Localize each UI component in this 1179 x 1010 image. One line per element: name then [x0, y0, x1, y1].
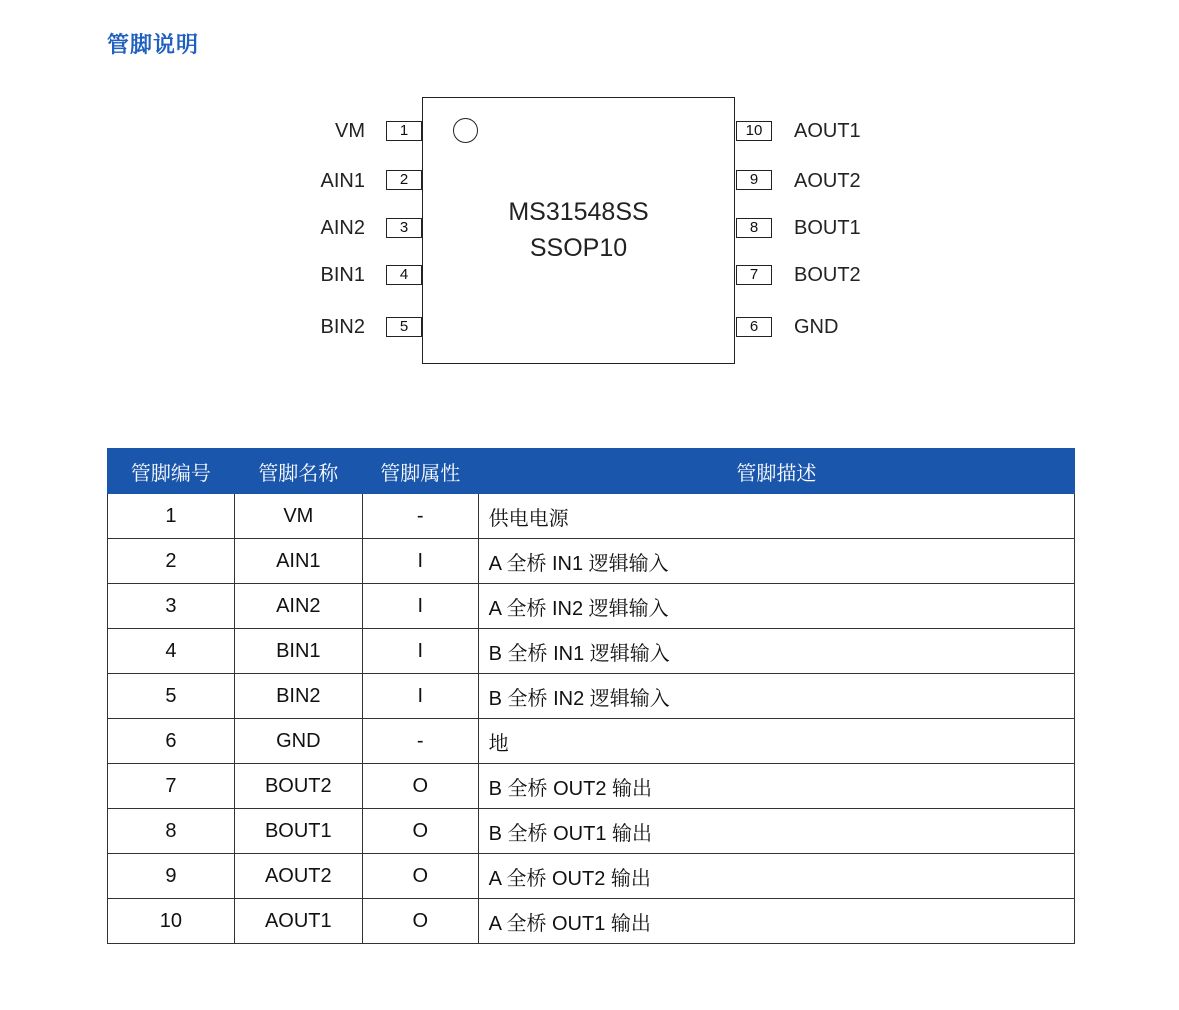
section-title: 管脚说明: [107, 32, 200, 57]
pin-number-left-4: 4: [386, 265, 422, 285]
cell-pin-number: 7: [108, 764, 235, 809]
pin-label-right-9: AOUT2: [794, 170, 861, 192]
cell-pin-number: 1: [108, 494, 235, 539]
pin-label-left-1: VM: [335, 120, 365, 142]
header-pin-name: 管脚名称: [234, 449, 362, 494]
cell-pin-description: B 全桥 OUT2 输出: [478, 764, 1074, 809]
cell-pin-number: 6: [108, 719, 235, 764]
cell-pin-number: 10: [108, 899, 235, 944]
cell-pin-description: 供电电源: [478, 494, 1074, 539]
table-row: [108, 719, 1075, 764]
cell-pin-name: BOUT2: [234, 764, 362, 809]
cell-pin-number: 9: [108, 854, 235, 899]
pin-number-left-3: 3: [386, 218, 422, 238]
cell-pin-name: AOUT1: [234, 899, 362, 944]
cell-pin-description: 地: [478, 719, 1074, 764]
cell-pin-attribute: -: [362, 494, 478, 539]
pin-label-left-4: BIN1: [320, 264, 365, 286]
cell-pin-name: AIN1: [234, 539, 362, 584]
cell-pin-number: 4: [108, 629, 235, 674]
cell-pin-attribute: I: [362, 584, 478, 629]
pin-label-right-6: GND: [794, 316, 839, 338]
cell-pin-name: AOUT2: [234, 854, 362, 899]
table-row: [108, 494, 1075, 539]
pin-label-right-7: BOUT2: [794, 264, 861, 286]
table-row: [108, 899, 1075, 944]
cell-pin-attribute: O: [362, 854, 478, 899]
table-row: [108, 854, 1075, 899]
chip-part-number: MS31548SS: [508, 198, 649, 226]
cell-pin-description: B 全桥 IN1 逻辑输入: [478, 629, 1074, 674]
cell-pin-attribute: I: [362, 674, 478, 719]
cell-pin-description: B 全桥 OUT1 输出: [478, 809, 1074, 854]
cell-pin-number: 8: [108, 809, 235, 854]
pin-label-left-2: AIN1: [320, 170, 365, 192]
pin-label-right-8: BOUT1: [794, 217, 861, 239]
cell-pin-description: A 全桥 IN2 逻辑输入: [478, 584, 1074, 629]
cell-pin-name: BOUT1: [234, 809, 362, 854]
table-row: [108, 539, 1075, 584]
cell-pin-name: BIN2: [234, 674, 362, 719]
pin-label-left-3: AIN2: [320, 217, 365, 239]
cell-pin-description: A 全桥 IN1 逻辑输入: [478, 539, 1074, 584]
pin-number-right-8: 8: [736, 218, 772, 238]
table-header-row: [108, 449, 1075, 494]
header-pin-attribute: 管脚属性: [362, 449, 478, 494]
pin-number-left-5: 5: [386, 317, 422, 337]
cell-pin-description: B 全桥 IN2 逻辑输入: [478, 674, 1074, 719]
cell-pin-name: BIN1: [234, 629, 362, 674]
cell-pin-number: 2: [108, 539, 235, 584]
pin-label-left-5: BIN2: [320, 316, 365, 338]
table-row: [108, 764, 1075, 809]
pin-number-right-10: 10: [736, 121, 772, 141]
cell-pin-name: AIN2: [234, 584, 362, 629]
table-row: [108, 674, 1075, 719]
table-row: [108, 584, 1075, 629]
pin-number-right-7: 7: [736, 265, 772, 285]
pin-number-left-2: 2: [386, 170, 422, 190]
cell-pin-description: A 全桥 OUT1 输出: [478, 899, 1074, 944]
header-pin-description: 管脚描述: [478, 449, 1074, 494]
pin-description-table: [107, 448, 1075, 944]
cell-pin-attribute: I: [362, 629, 478, 674]
cell-pin-description: A 全桥 OUT2 输出: [478, 854, 1074, 899]
cell-pin-attribute: -: [362, 719, 478, 764]
cell-pin-attribute: O: [362, 899, 478, 944]
pin1-marker-icon: [453, 118, 478, 143]
pin-number-right-6: 6: [736, 317, 772, 337]
chip-package: SSOP10: [529, 234, 628, 262]
cell-pin-attribute: O: [362, 809, 478, 854]
cell-pin-attribute: O: [362, 764, 478, 809]
table-row: [108, 629, 1075, 674]
cell-pin-number: 3: [108, 584, 235, 629]
cell-pin-attribute: I: [362, 539, 478, 584]
header-pin-number: 管脚编号: [108, 449, 235, 494]
pin-number-left-1: 1: [386, 121, 422, 141]
table-row: [108, 809, 1075, 854]
cell-pin-name: VM: [234, 494, 362, 539]
pin-number-right-9: 9: [736, 170, 772, 190]
pin-label-right-10: AOUT1: [794, 120, 861, 142]
cell-pin-number: 5: [108, 674, 235, 719]
cell-pin-name: GND: [234, 719, 362, 764]
chip-body: [422, 97, 735, 364]
